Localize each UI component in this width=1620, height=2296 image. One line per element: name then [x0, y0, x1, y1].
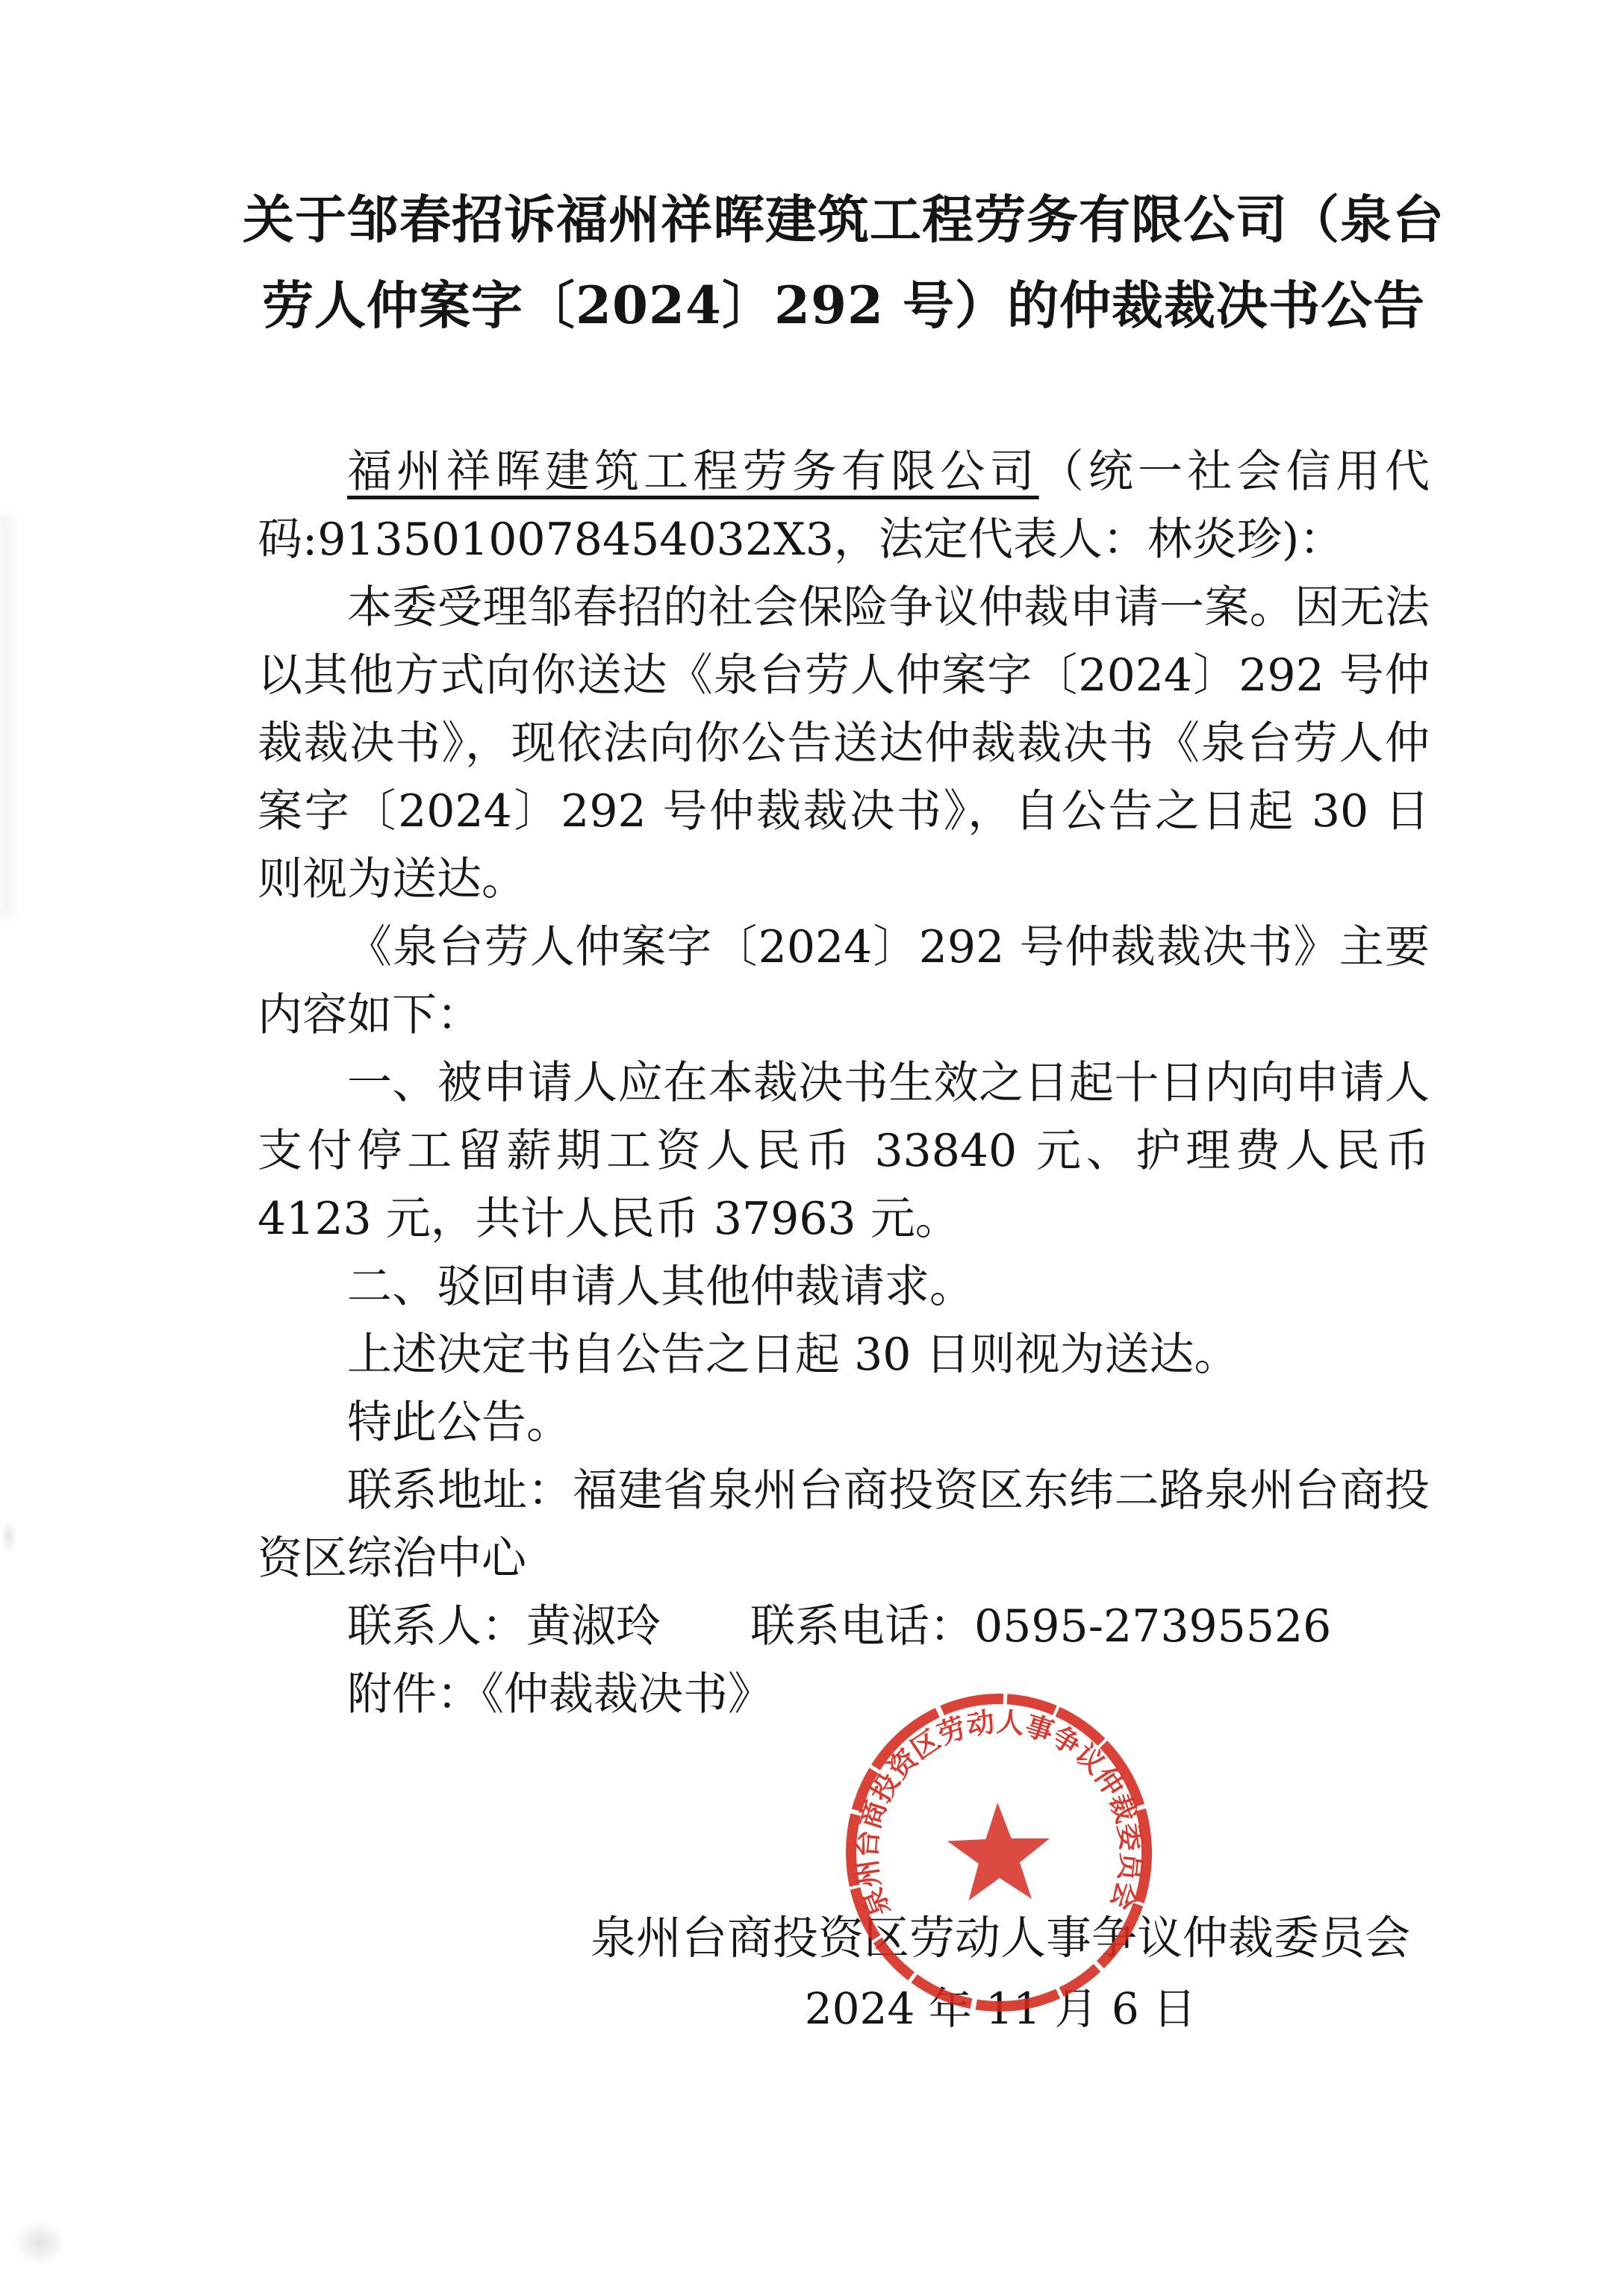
- page-title: [243, 177, 1445, 349]
- paragraph-hereby-announced: 特此公告。: [347, 1397, 571, 1449]
- paragraph-case-notice: 本委受理邹春招的社会保险争议仲裁申请一案。因无法以其他方式向你送达《泉台劳人仲案字〔2024〕292 号仲裁裁决书》，现依法向你公告送达仲裁裁决书《泉台劳人仲案字〔2024〕292 号仲裁裁决书》，自公告之日起 30 日则视为送达。: [258, 581, 1430, 905]
- paragraph-attachment: 附件：《仲裁裁决书》: [347, 1668, 773, 1721]
- seal-text: 泉州台商投资区劳动人事争议仲裁委员会: [850, 1705, 1148, 1921]
- paragraph-contact-person: 联系人：黄淑玲 联系电话：0595-27395526: [347, 1600, 1332, 1653]
- paragraph-ruling-intro: 《泉台劳人仲案字〔2024〕292 号仲裁裁决书》主要内容如下：: [258, 921, 1430, 1041]
- seal-star: [947, 1801, 1051, 1901]
- paragraph-contact-address: 联系地址：福建省泉州台商投资区东纬二路泉州台商投资区综治中心: [258, 1464, 1430, 1585]
- title-line-1: 关于邹春招诉福州祥晖建筑工程劳务有限公司（泉台: [243, 190, 1445, 250]
- title-line-2: 劳人仲案字〔2024〕292 号）的仲裁裁决书公告: [261, 275, 1426, 336]
- company-name: 福州祥晖建筑工程劳务有限公司: [347, 446, 1039, 498]
- scan-artifact: [13, 2221, 66, 2265]
- official-seal: [830, 1678, 1168, 2024]
- document-body: [258, 438, 1430, 1729]
- document-content: [243, 177, 1445, 1729]
- scan-artifact: [0, 515, 21, 918]
- issuer-name: 泉州台商投资区劳动人事争议仲裁委员会: [590, 1912, 1410, 1965]
- issue-date-text: 2024 年 11 月 6 日: [804, 1983, 1197, 2034]
- paragraph-delivery-note: 上述决定书自公告之日起 30 日则视为送达。: [347, 1329, 1239, 1381]
- paragraph-ruling-item-1: 一、被申请人应在本裁决书生效之日起十日内向申请人支付停工留薪期工资人民币 33840 元、护理费人民币 4123 元，共计人民币 37963 元。: [258, 1057, 1430, 1245]
- paragraph-ruling-item-2: 二、驳回申请人其他仲裁请求。: [347, 1261, 974, 1313]
- scan-artifact: [1, 1519, 16, 1553]
- company-info-rest: （统一社会信用代码:9135010078454032X3，法定代表人：林炎珍)：: [258, 446, 1430, 566]
- paragraph-company-info: [258, 438, 1430, 574]
